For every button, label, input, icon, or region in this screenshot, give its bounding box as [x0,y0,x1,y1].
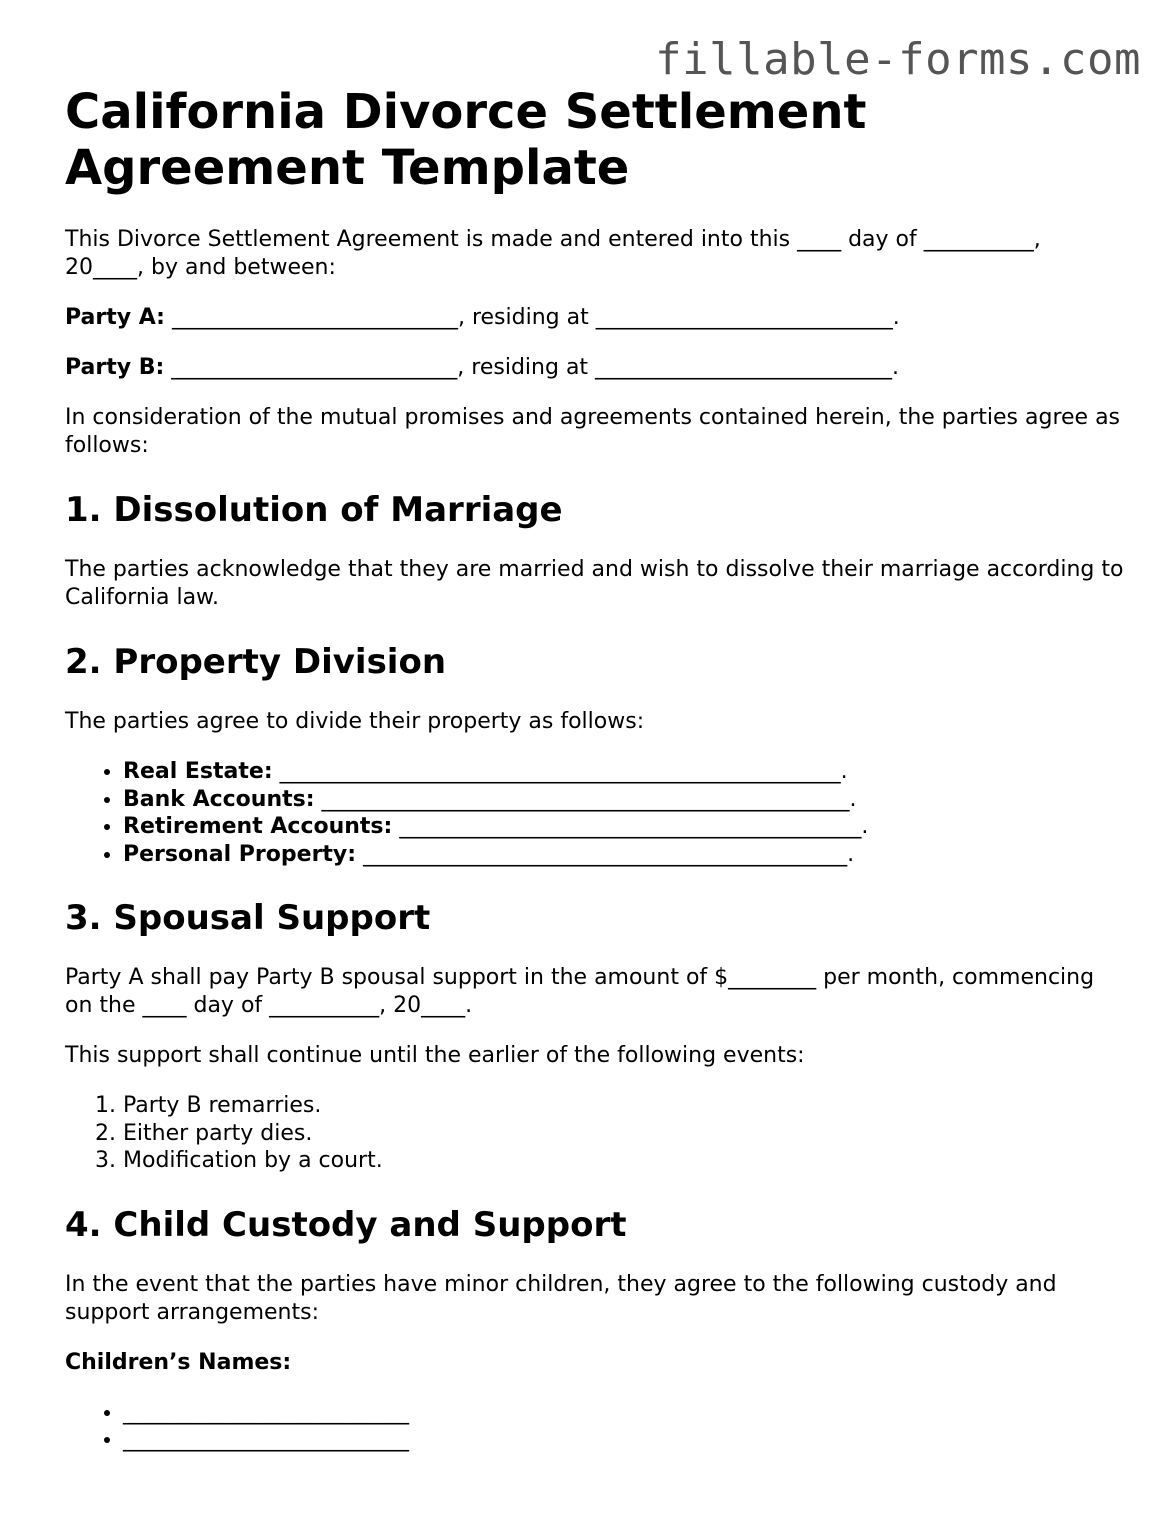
watermark: fillable-forms.com [655,34,1141,85]
property-item-label: Retirement Accounts: [123,814,393,839]
list-item: • __________________________ [123,1399,1125,1427]
termination-events-list [65,1092,1125,1175]
children-names-label: Children’s Names: [65,1349,292,1375]
section-heading-spousal: 3. Spousal Support [65,898,431,938]
section-heading-dissolution: 1. Dissolution of Marriage [65,490,563,530]
list-item: 1. Party B remarries. [123,1092,1125,1120]
list-item [123,758,1125,786]
property-item-label: Real Estate: [123,759,273,784]
party-b-label: Party B: [65,355,165,380]
property-list [65,758,1125,868]
party-b-blanks: __________________________, residing at ___________________________. [164,355,900,380]
list-item [123,786,1125,814]
property-item-blank: ___________________________________________________. [272,759,848,784]
section-heading-custody: 4. Child Custody and Support [65,1204,627,1245]
property-item-blank: __________________________________________. [392,814,869,839]
document-page [65,84,1125,1476]
property-item-blank: ____________________________________________. [356,841,855,867]
consideration-paragraph: In consideration of the mutual promises and agreements contained herein, the parties agree as follows: [65,405,1121,458]
list-item: 3. Modification by a court. [123,1147,1125,1175]
list-item [123,841,1125,869]
party-a-line [65,304,1125,332]
custody-paragraph: In the event that the parties have minor children, they agree to the following custody and support arrangements: [65,1271,1057,1325]
page-title: California Divorce Settlement Agreement Template [65,84,867,196]
property-item-label: Personal Property: [123,841,357,867]
property-paragraph: The parties agree to divide their property as follows: [65,709,645,734]
list-item: 2. Either party dies. [123,1120,1125,1148]
spousal-paragraph: Party A shall pay Party B spousal support in the amount of $________ per month, commencing on the ____ day of __________, 20____. [65,965,1095,1018]
property-item-label: Bank Accounts: [123,786,315,812]
list-item [123,813,1125,841]
section-heading-property: 2. Property Division [65,642,447,682]
list-item: • __________________________ [123,1426,1125,1454]
party-a-label: Party A: [65,305,165,330]
property-item-blank: ________________________________________________. [314,786,857,812]
party-b-line [65,354,1125,382]
intro-paragraph: This Divorce Settlement Agreement is made and entered into this ____ day of __________, 20____, by and between: [65,227,1041,280]
children-names-list [65,1399,1125,1454]
party-a-blanks: __________________________, residing at ___________________________. [164,305,900,330]
spousal-until-paragraph: This support shall continue until the earlier of the following events: [65,1043,805,1068]
dissolution-paragraph: The parties acknowledge that they are married and wish to dissolve their marriage according to California law. [65,557,1124,610]
